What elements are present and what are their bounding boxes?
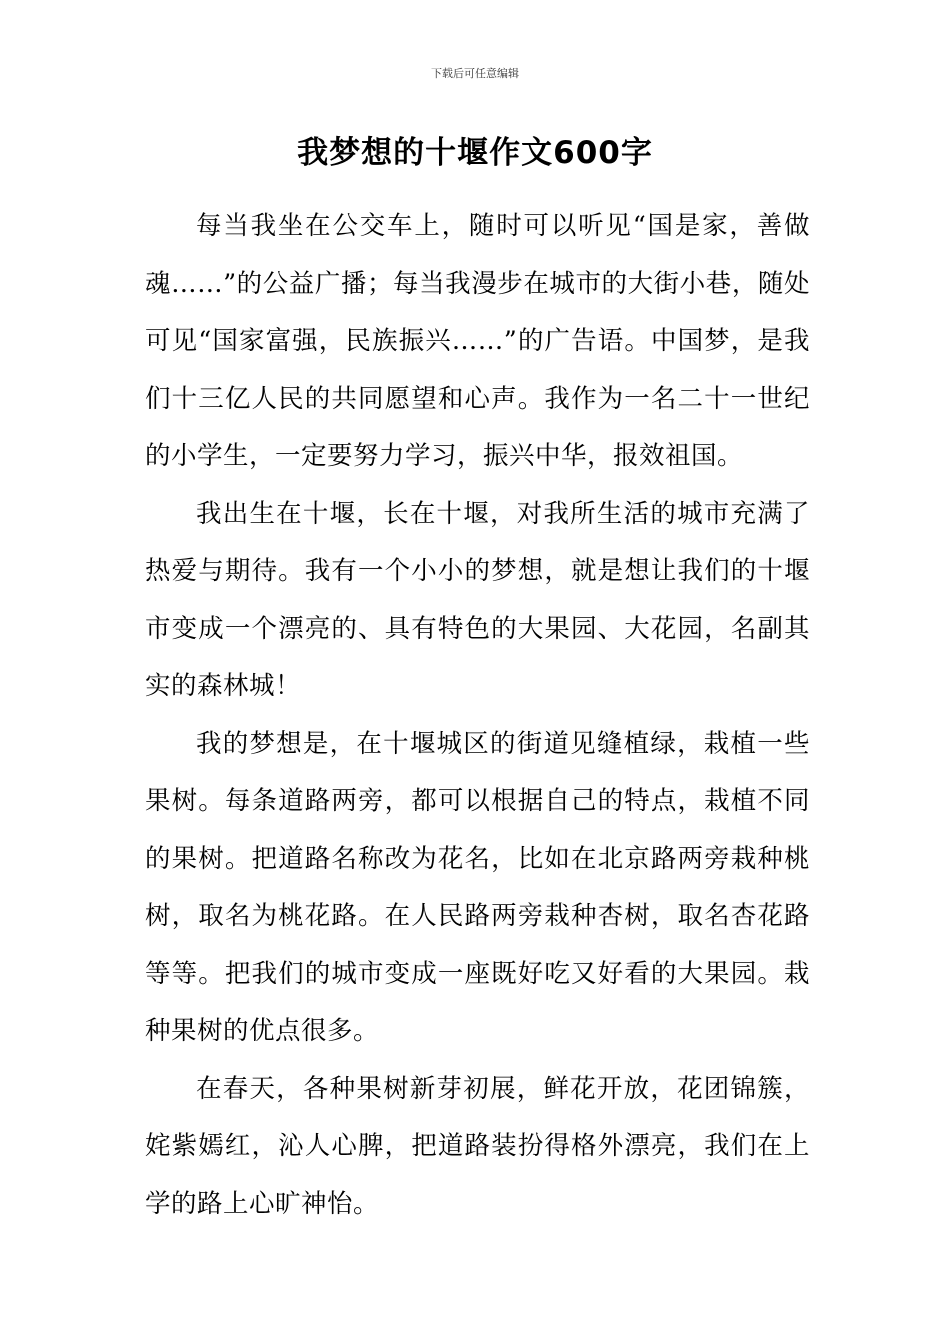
paragraph: 每当我坐在公交车上，随时可以听见“国是家，善做魂……”的公益广播；每当我漫步在城市的大街小巷，随处可见“国家富强，民族振兴……”的广告语。中国梦，是我们十三亿人民的共同愿望和心声。我作为一名二十一世纪的小学生，一定要努力学习，振兴中华，报效祖国。 xyxy=(145,211,810,471)
paragraph: 我的梦想是，在十堰城区的街道见缝植绿，栽植一些果树。每条道路两旁，都可以根据自己的特点，栽植不同的果树。把道路名称改为花名，比如在北京路两旁栽种桃树，取名为桃花路。在人民路两旁栽种杏树，取名杏花路等等。把我们的城市变成一座既好吃又好看的大果园。栽种果树的优点很多。 xyxy=(145,728,810,1046)
paragraph: 我出生在十堰，长在十堰，对我所生活的城市充满了热爱与期待。我有一个小小的梦想，就是想让我们的十堰市变成一个漂亮的、具有特色的大果园、大花园，名副其实的森林城！ xyxy=(145,498,810,701)
header-note: 下载后可任意编辑 xyxy=(431,67,519,80)
document-title: 我梦想的十堰作文600字 xyxy=(297,135,653,171)
paragraph: 在春天，各种果树新芽初展，鲜花开放，花团锦簇，姹紫嫣红，沁人心脾，把道路装扮得格外漂亮，我们在上学的路上心旷神怡。 xyxy=(145,1073,810,1219)
document-body xyxy=(145,198,810,1233)
